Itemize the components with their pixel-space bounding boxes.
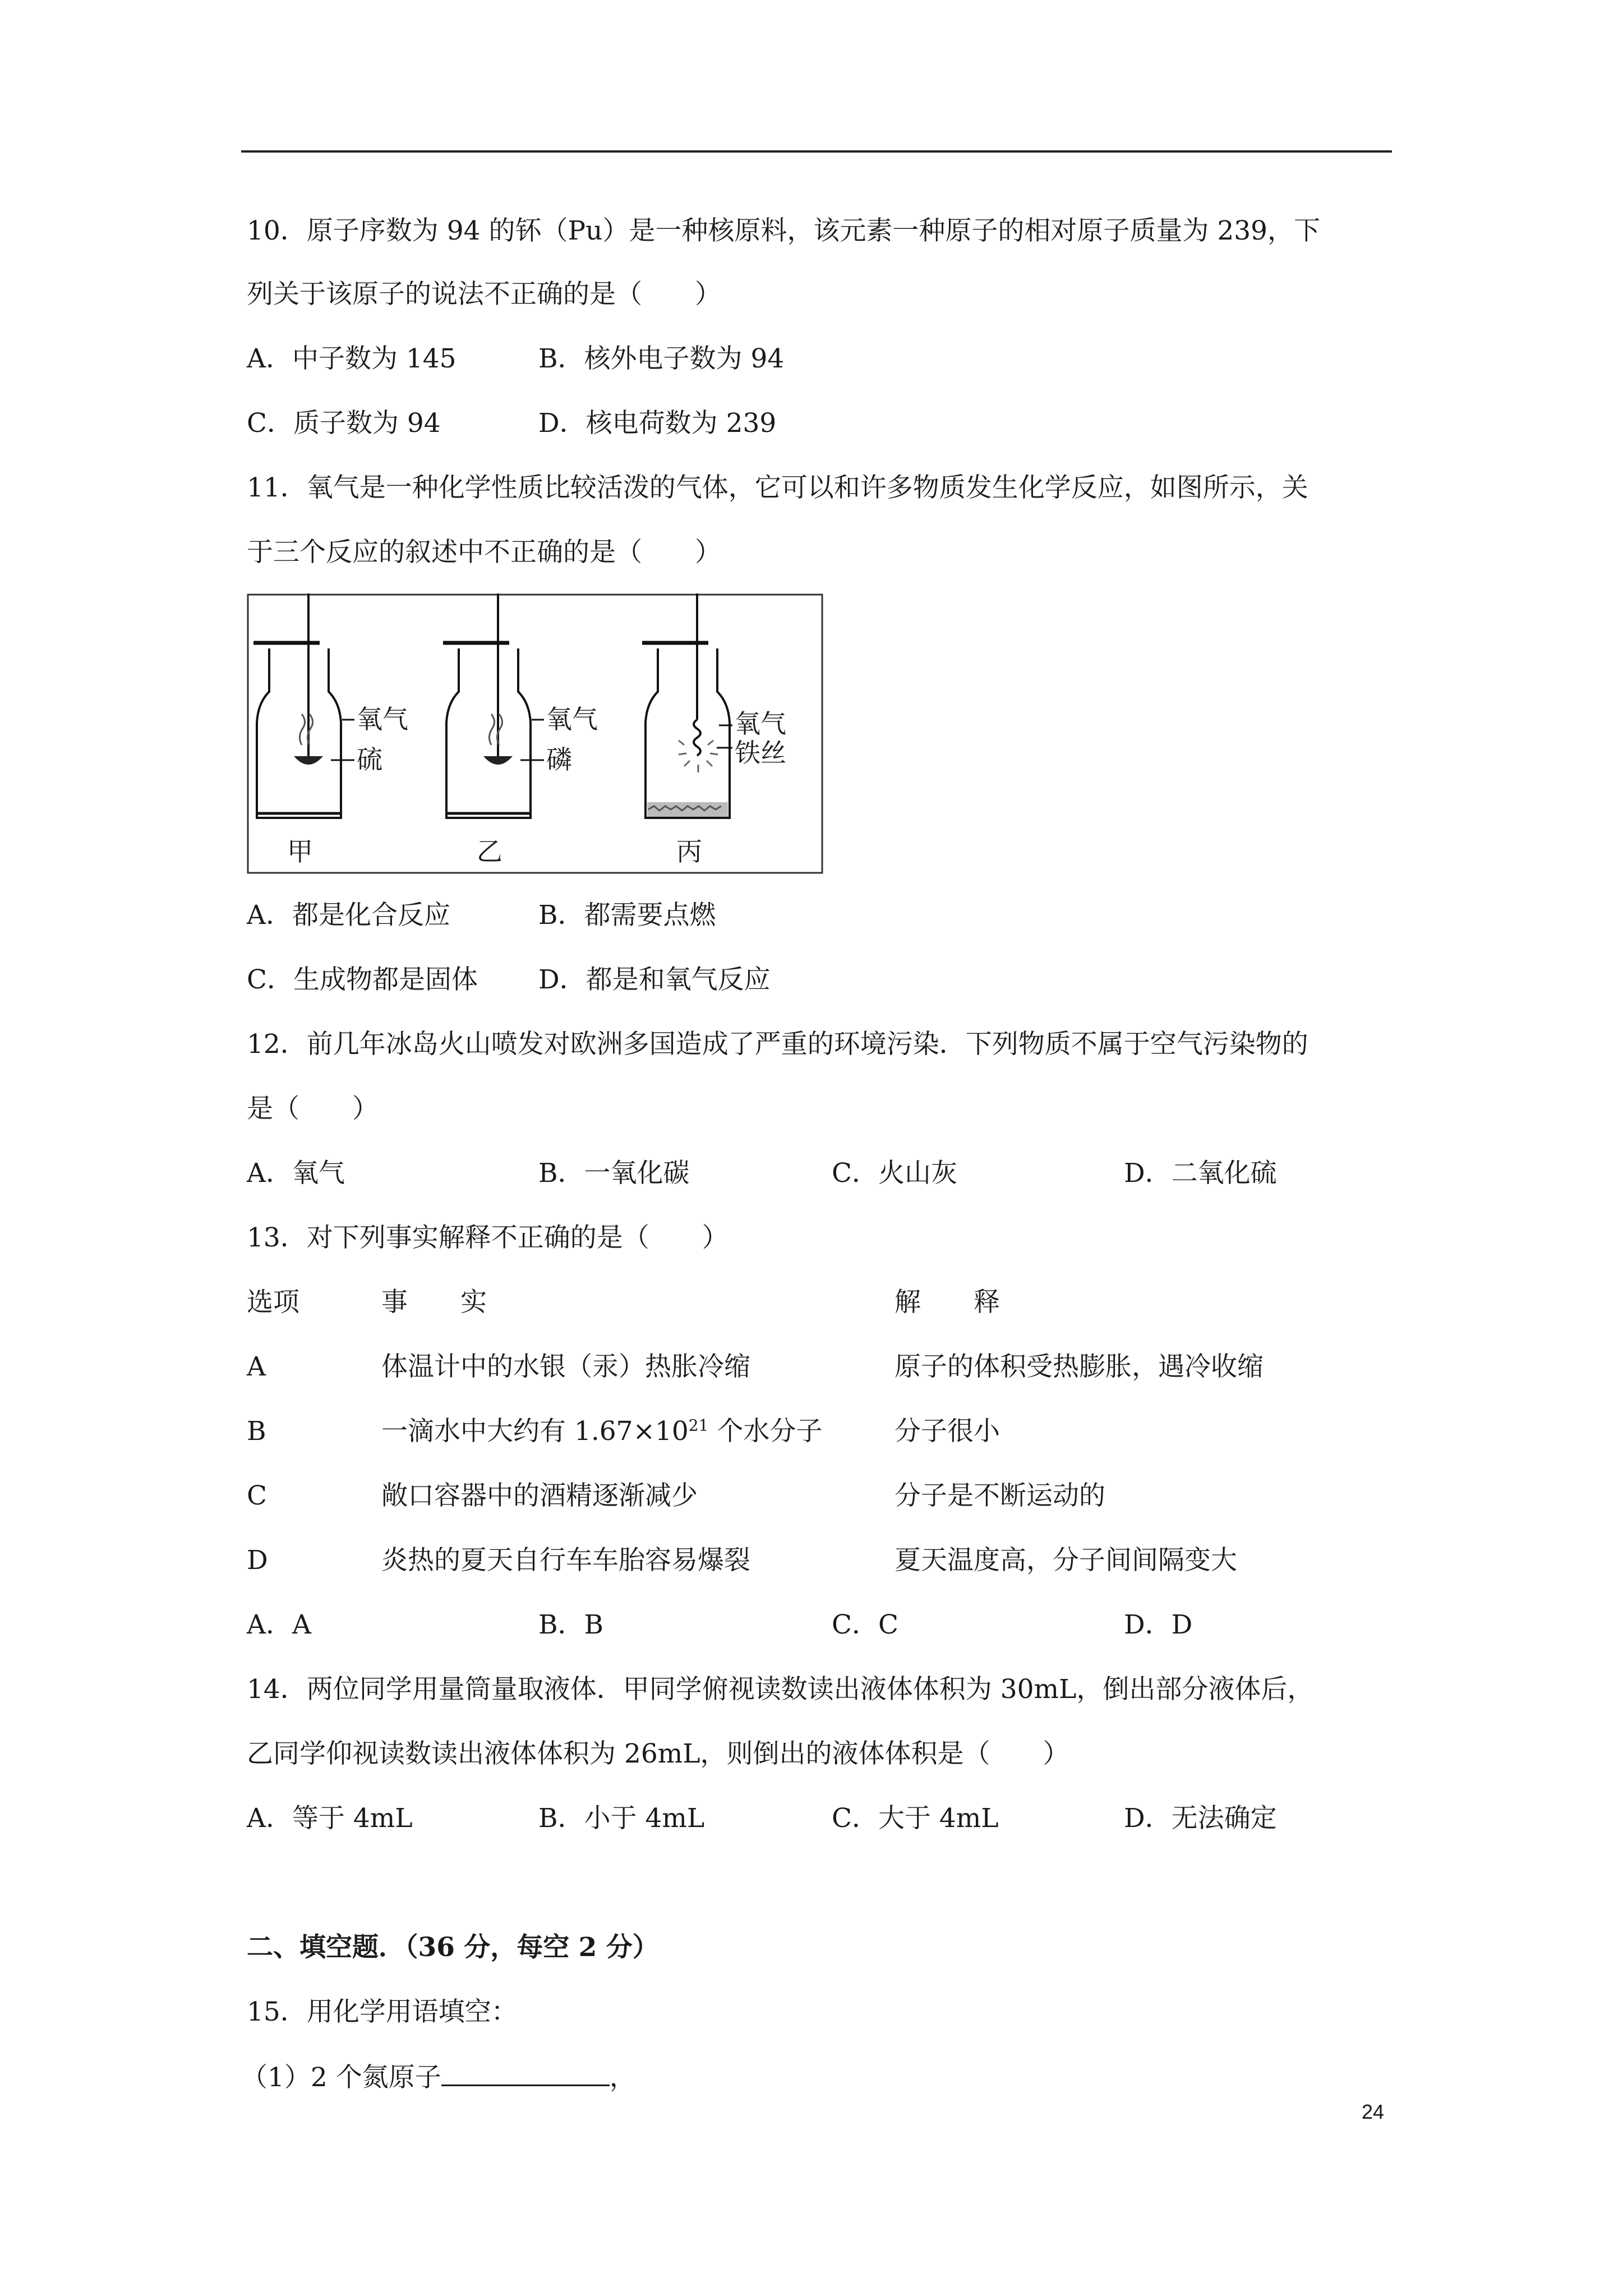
q15-part1-prefix: （1）2 个氮原子 xyxy=(241,2062,441,2093)
q15-part1 xyxy=(241,2060,636,2095)
q10-option-a: A．中子数为 145 xyxy=(247,343,457,374)
jar-bing-label-oxygen: 氧气 xyxy=(735,709,786,738)
q10-line1: 10．原子序数为 94 的钚（Pu）是一种核原料，该元素一种原子的相对原子质量为 239，下 xyxy=(247,215,1321,246)
jar-jia-name: 甲 xyxy=(287,837,313,866)
q13-row-a-option: A xyxy=(247,1351,266,1382)
jar-yi-label-oxygen: 氧气 xyxy=(546,705,598,734)
q13-row-b-explain: 分子很小 xyxy=(895,1416,1000,1447)
q14-option-b: B．小于 4mL xyxy=(538,1803,705,1834)
q13-row-b-fact-exponent: 21 xyxy=(688,1416,709,1435)
q10-line2: 列关于该原子的说法不正确的是（ ） xyxy=(247,279,721,310)
jar-yi-label-phosphorus: 磷 xyxy=(546,745,572,774)
q11-option-d: D．都是和氧气反应 xyxy=(538,964,771,995)
q14-option-d: D．无法确定 xyxy=(1124,1803,1277,1834)
q13-row-c-option: C xyxy=(247,1480,267,1511)
q12-option-c: C．火山灰 xyxy=(832,1158,957,1189)
header-rule xyxy=(241,150,1392,153)
jar-bing-name: 丙 xyxy=(676,837,702,866)
q13-table-header-explain: 解 释 xyxy=(895,1287,1000,1318)
q11-line2: 于三个反应的叙述中不正确的是（ ） xyxy=(247,537,721,568)
q15-part1-suffix: ， xyxy=(609,2062,636,2093)
gas-jars-figure xyxy=(247,593,823,874)
jar-jia-label-sulfur: 硫 xyxy=(357,745,382,774)
q12-line2: 是（ ） xyxy=(247,1093,379,1124)
q13-row-a-explain: 原子的体积受热膨胀，遇冷收缩 xyxy=(895,1351,1264,1382)
q11-option-b: B．都需要点燃 xyxy=(538,900,716,931)
q12-option-d: D．二氧化硫 xyxy=(1124,1158,1277,1189)
q13-row-b-fact xyxy=(381,1415,822,1448)
jar-yi-name: 乙 xyxy=(477,837,502,866)
q13-option-a: A．A xyxy=(247,1609,311,1640)
page-number: 24 xyxy=(1362,2100,1385,2123)
q10-option-c: C．质子数为 94 xyxy=(247,408,441,439)
q13-row-c-explain: 分子是不断运动的 xyxy=(895,1480,1105,1511)
q14-line1: 14．两位同学用量筒量取液体．甲同学俯视读数读出液体体积为 30mL，倒出部分液体后， xyxy=(247,1674,1314,1705)
jar-bing xyxy=(642,593,732,818)
q13-option-d: D．D xyxy=(1124,1609,1193,1640)
q14-line2: 乙同学仰视读数读出液体体积为 26mL，则倒出的液体体积是（ ） xyxy=(247,1738,1069,1769)
q13-row-b-option: B xyxy=(247,1416,266,1447)
q10-option-d: D．核电荷数为 239 xyxy=(538,408,777,439)
q13-row-b-fact-prefix: 一滴水中大约有 1.67×10 xyxy=(381,1416,689,1447)
q12-option-a: A．氧气 xyxy=(247,1158,345,1189)
q11-option-c: C．生成物都是固体 xyxy=(247,964,478,995)
q14-option-a: A．等于 4mL xyxy=(247,1803,413,1834)
jar-bing-label-iron-wire: 铁丝 xyxy=(735,738,786,767)
q13-row-d-explain: 夏天温度高，分子间间隔变大 xyxy=(895,1545,1237,1576)
q13-table-header-fact: 事 实 xyxy=(381,1287,487,1318)
q12-line1: 12．前几年冰岛火山喷发对欧洲多国造成了严重的环境污染．下列物质不属于空气污染物的 xyxy=(247,1029,1308,1060)
q13-row-d-fact: 炎热的夏天自行车车胎容易爆裂 xyxy=(381,1545,750,1576)
jar-jia-label-oxygen: 氧气 xyxy=(357,705,408,734)
q13-row-a-fact: 体温计中的水银（汞）热胀冷缩 xyxy=(381,1351,750,1382)
q14-option-c: C．大于 4mL xyxy=(832,1803,999,1834)
q13-option-c: C．C xyxy=(832,1609,898,1640)
q13-line1: 13．对下列事实解释不正确的是（ ） xyxy=(247,1222,728,1253)
q11-line1: 11．氧气是一种化学性质比较活泼的气体，它可以和许多物质发生化学反应，如图所示，关 xyxy=(247,472,1308,503)
q15-part1-blank[interactable] xyxy=(441,2060,610,2086)
jar-yi xyxy=(443,593,544,818)
q11-option-a: A．都是化合反应 xyxy=(247,900,450,931)
q13-option-b: B．B xyxy=(538,1609,604,1640)
q12-option-b: B．一氧化碳 xyxy=(538,1158,690,1189)
jar-jia xyxy=(253,593,354,818)
section2-title: 二、填空题．（36 分，每空 2 分） xyxy=(247,1932,659,1963)
q13-row-c-fact: 敞口容器中的酒精逐渐减少 xyxy=(381,1480,698,1511)
q13-row-b-fact-suffix: 个水分子 xyxy=(708,1416,823,1447)
q13-table-header-option: 选项 xyxy=(247,1287,299,1318)
q13-row-d-option: D xyxy=(247,1545,268,1576)
q15-line1: 15．用化学用语填空： xyxy=(247,1996,518,2027)
q10-option-b: B．核外电子数为 94 xyxy=(538,343,785,374)
